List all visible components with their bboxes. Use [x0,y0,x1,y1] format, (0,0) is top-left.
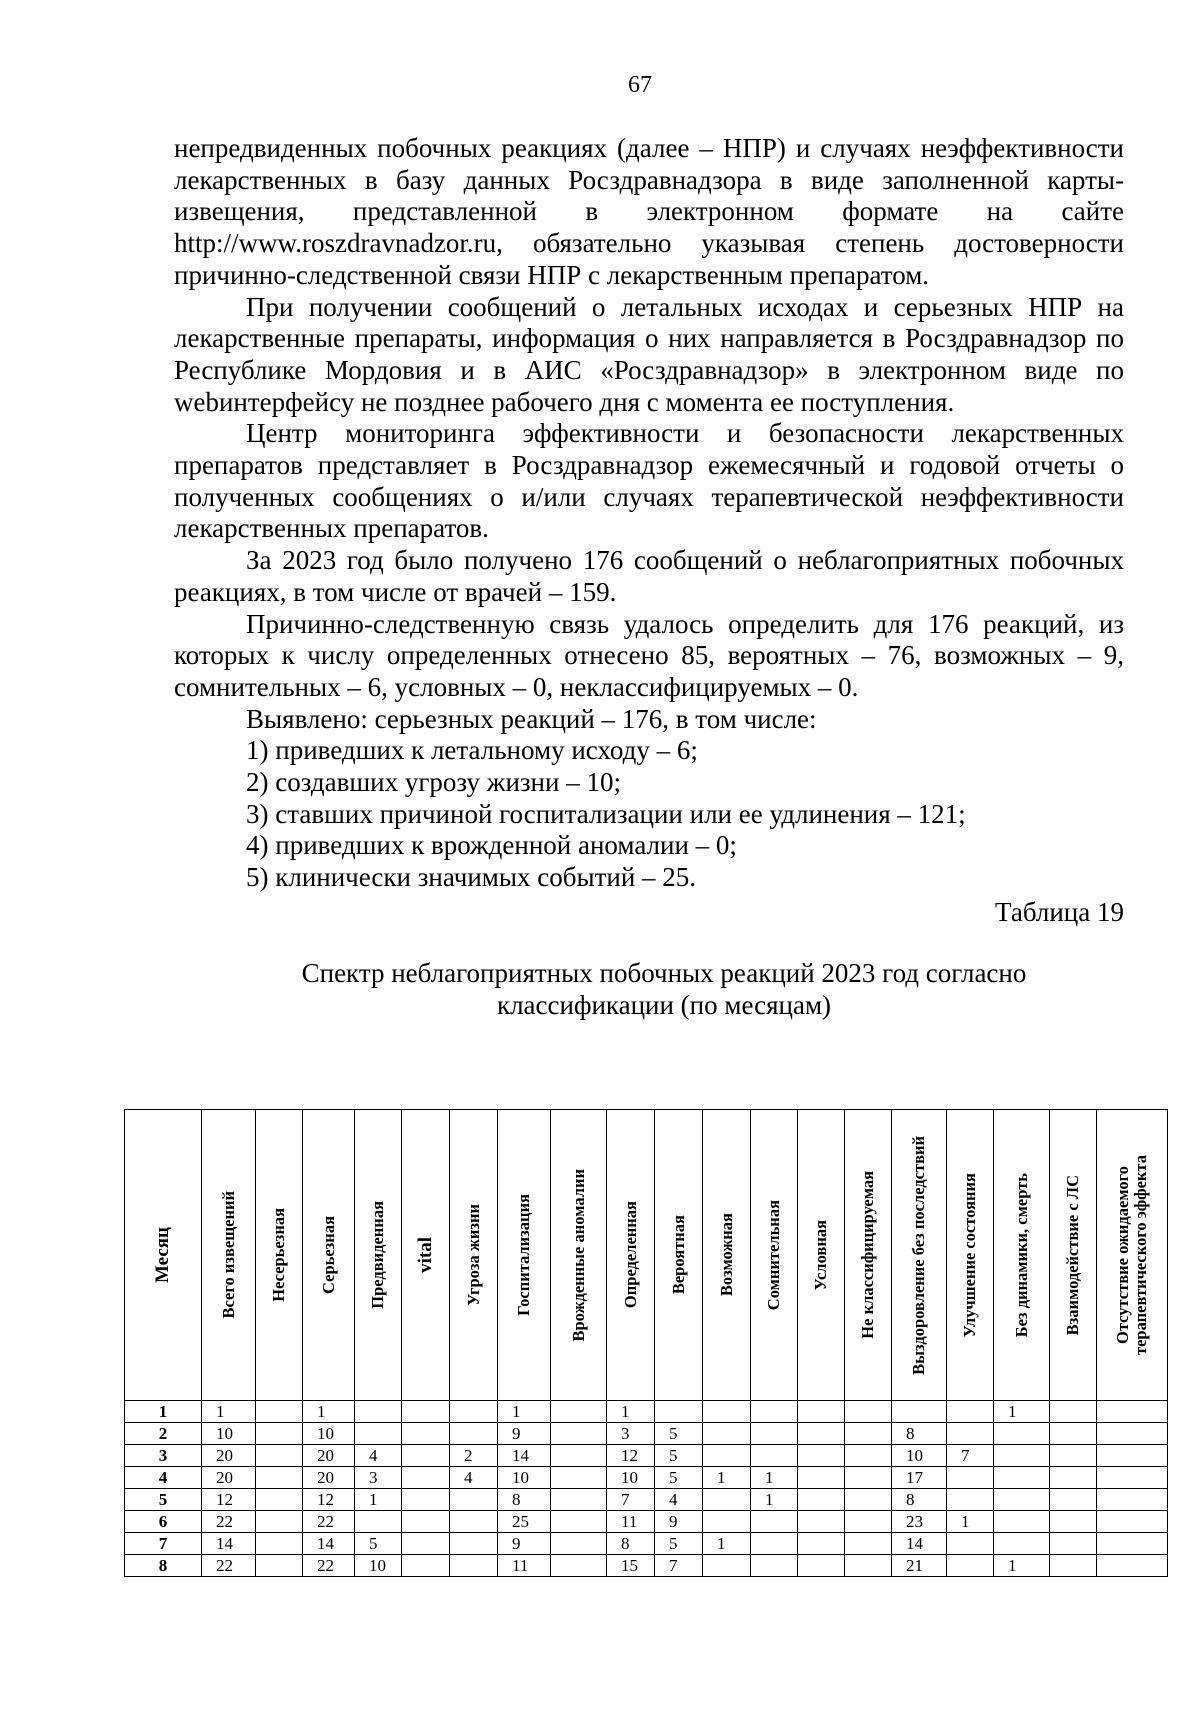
table-cell [256,1533,303,1555]
column-header-nonserious: Несерьезная [256,1110,303,1401]
table-cell: 1 [498,1401,551,1423]
table-cell [256,1401,303,1423]
table-cell [703,1401,751,1423]
table-cell [1050,1445,1097,1467]
table-cell: 25 [498,1511,551,1533]
table-cell [402,1533,450,1555]
list-item: 4) приведших к врожденной аномалии – 0; [246,830,737,861]
table-row [125,1533,1168,1555]
table-cell [798,1555,845,1577]
table-cell [845,1445,892,1467]
table-cell: 8 [892,1489,947,1511]
table-cell: 1 [703,1533,751,1555]
table-title [174,957,1124,1021]
table-row [125,1423,1168,1445]
table-cell [355,1423,402,1445]
table-cell [947,1533,994,1555]
table-cell [402,1511,450,1533]
table-cell: 23 [892,1511,947,1533]
table-cell [947,1555,994,1577]
table-cell [947,1401,994,1423]
table-cell: 22 [202,1511,256,1533]
table-cell [703,1489,751,1511]
table-cell: 22 [303,1511,355,1533]
table-cell [402,1423,450,1445]
list-item: 3) ставших причиной госпитализации или ее удлинения – 121; [246,798,966,829]
table-row [125,1511,1168,1533]
table-cell [551,1445,607,1467]
table-cell [798,1467,845,1489]
table-cell [256,1489,303,1511]
table-cell: 12 [607,1445,655,1467]
table-cell: 14 [202,1533,256,1555]
table-cell: 12 [202,1489,256,1511]
table-cell: 20 [202,1467,256,1489]
table-cell [798,1489,845,1511]
table-cell [1097,1489,1168,1511]
table-cell: 4 [355,1445,402,1467]
table-cell: 7 [655,1555,703,1577]
table-cell: 15 [607,1555,655,1577]
column-header-hospitalization: Госпитализация [498,1110,551,1401]
table-cell [450,1533,498,1555]
table-cell [994,1445,1050,1467]
table-cell: 11 [498,1555,551,1577]
table-cell [355,1401,402,1423]
adverse-reactions-table [124,1109,1168,1577]
table-cell: 8 [892,1423,947,1445]
table-cell [994,1423,1050,1445]
table-cell [1097,1511,1168,1533]
table-header-row [125,1110,1168,1401]
table-cell: 5 [655,1445,703,1467]
table-cell: 4 [655,1489,703,1511]
table-cell [751,1511,798,1533]
table-cell: 11 [607,1511,655,1533]
table-cell: 4 [450,1467,498,1489]
paragraph: непредвиденных побочных реакциях (далее – НПР) и случаях неэффективности лекарственных в базу данных Росздравнадзора в виде заполненной карты-извещения, представленной в электронном формате на сайте http://www.roszdravnadzor.ru, обязательно указывая степень достоверности причинно-следственной связи НПР с лекарственным препаратом. [174,133,1124,290]
table-cell-month: 7 [125,1533,202,1555]
table-cell [845,1467,892,1489]
table-cell: 20 [303,1445,355,1467]
table-cell [1050,1511,1097,1533]
table-cell: 1 [355,1489,402,1511]
table-row [125,1445,1168,1467]
table-cell [798,1511,845,1533]
table-cell [402,1445,450,1467]
table-cell: 1 [994,1401,1050,1423]
table-cell: 22 [303,1555,355,1577]
table-cell [845,1511,892,1533]
list-item: 1) приведших к летальному исходу – 6; [246,735,698,766]
table-cell [256,1445,303,1467]
column-header-possible: Возможная [703,1110,751,1401]
table-row [125,1555,1168,1577]
table-cell: 1 [202,1401,256,1423]
table-cell: 9 [498,1423,551,1445]
table-cell [551,1423,607,1445]
table-row [125,1401,1168,1423]
table-cell [798,1401,845,1423]
table-cell [703,1445,751,1467]
table-cell-month: 6 [125,1511,202,1533]
paragraph: Причинно-следственную связь удалось определить для 176 реакций, из которых к числу определенных отнесено 85, вероятных – 76, возможных – 9, сомнительных – 6, условных – 0, неклассифицируемых – 0. [174,608,1124,702]
table-cell [703,1511,751,1533]
table-cell [798,1533,845,1555]
table-cell [845,1423,892,1445]
table-cell [947,1423,994,1445]
column-header-no-dynamics-death: Без динамики, смерть [994,1110,1050,1401]
table-cell [256,1511,303,1533]
table-cell: 10 [202,1423,256,1445]
column-header-month: Месяц [125,1110,202,1401]
table-cell: 12 [303,1489,355,1511]
paragraph: Выявлено: серьезных реакций – 176, в том числе: [246,703,817,734]
table-cell: 10 [607,1467,655,1489]
table-cell [798,1445,845,1467]
table-cell: 10 [498,1467,551,1489]
table-row [125,1467,1168,1489]
table-cell [551,1489,607,1511]
table-cell: 5 [655,1423,703,1445]
table-cell: 1 [751,1467,798,1489]
table-cell: 8 [607,1533,655,1555]
column-header-probable: Вероятная [655,1110,703,1401]
table-cell [450,1423,498,1445]
table-cell [1097,1445,1168,1467]
column-header-doubtful: Сомнительная [751,1110,798,1401]
table-cell [751,1533,798,1555]
paragraph: При получении сообщений о летальных исходах и серьезных НПР на лекарственные препараты, информация о них направляется в Росздравнадзор по Республике Мордовия и в АИС «Росздравнадзор» в электронном виде по webинтерфейсу не позднее рабочего дня с момента ее поступления. [174,291,1124,417]
table-cell [551,1467,607,1489]
table-cell [402,1401,450,1423]
table-cell [947,1489,994,1511]
column-header-serious: Серьезная [303,1110,355,1401]
table-cell [1050,1467,1097,1489]
table-cell [1097,1533,1168,1555]
column-header-no-therapeutic-effect: Отсутствие ожидаемого терапевтического эффекта [1097,1110,1168,1401]
table-cell [1050,1555,1097,1577]
document-body [174,133,1124,1021]
table-cell: 7 [947,1445,994,1467]
column-header-total: Всего извещений [202,1110,256,1401]
table-cell [551,1511,607,1533]
table-cell: 10 [355,1555,402,1577]
table-cell [845,1489,892,1511]
table-cell-month: 4 [125,1467,202,1489]
table-cell [994,1511,1050,1533]
table-cell: 5 [655,1533,703,1555]
column-header-vital: vital [402,1110,450,1401]
column-header-conditional: Условная [798,1110,845,1401]
column-header-unclassified: Не классифицируемая [845,1110,892,1401]
table-cell [402,1489,450,1511]
table-cell [703,1555,751,1577]
table-cell [450,1511,498,1533]
table-cell [751,1401,798,1423]
table-cell [551,1533,607,1555]
table-cell: 9 [655,1511,703,1533]
column-header-congenital: Врожденные аномалии [551,1110,607,1401]
table-cell: 14 [498,1445,551,1467]
list-item: 5) клинически значимых событий – 25. [246,862,697,893]
table-cell-month: 2 [125,1423,202,1445]
table-cell [402,1555,450,1577]
table-cell: 1 [303,1401,355,1423]
column-header-expected: Предвиденная [355,1110,402,1401]
table-cell [1097,1423,1168,1445]
table-cell: 2 [450,1445,498,1467]
table-cell [994,1467,1050,1489]
table-cell [751,1445,798,1467]
table-cell [355,1511,402,1533]
table-cell [751,1423,798,1445]
table-cell [450,1401,498,1423]
table-cell [551,1555,607,1577]
table-cell [1050,1489,1097,1511]
table-cell: 14 [892,1533,947,1555]
table-cell [402,1467,450,1489]
table-cell-month: 1 [125,1401,202,1423]
table-cell [845,1401,892,1423]
table-cell [994,1489,1050,1511]
table-cell: 3 [355,1467,402,1489]
table-cell: 17 [892,1467,947,1489]
table-cell: 14 [303,1533,355,1555]
table-cell [1097,1555,1168,1577]
paragraph: Центр мониторинга эффективности и безопасности лекарственных препаратов представляет в Росздравнадзор ежемесячный и годовой отчеты о полученных сообщениях о и/или случаях терапевтической неэффективности лекарственных препаратов. [174,418,1124,544]
table-cell: 1 [751,1489,798,1511]
column-header-improvement: Улучшение состояния [947,1110,994,1401]
table-cell: 20 [303,1467,355,1489]
table-cell [256,1467,303,1489]
table-body [125,1401,1168,1577]
table-cell: 20 [202,1445,256,1467]
table-cell [1050,1533,1097,1555]
table-cell [256,1423,303,1445]
page-number: 67 [628,72,652,98]
table-cell: 22 [202,1555,256,1577]
table-title-line: классификации (по месяцам) [496,989,832,1020]
column-header-recovery: Выздоровление без последствий [892,1110,947,1401]
table-cell [994,1533,1050,1555]
table-cell: 1 [947,1511,994,1533]
table-cell: 3 [607,1423,655,1445]
table-cell-month: 5 [125,1489,202,1511]
table-cell: 1 [703,1467,751,1489]
table-cell: 1 [607,1401,655,1423]
table-title-line: Спектр неблагоприятных побочных реакций 2023 год согласно [301,957,1027,988]
paragraph: За 2023 год было получено 176 сообщений о неблагоприятных побочных реакциях, в том числе от врачей – 159. [174,545,1124,607]
table-cell: 9 [498,1533,551,1555]
table-cell [551,1401,607,1423]
table-cell: 5 [355,1533,402,1555]
table-cell [450,1555,498,1577]
table-cell [1050,1401,1097,1423]
list-item: 2) создавших угрозу жизни – 10; [246,767,621,798]
table-cell [947,1467,994,1489]
table-cell [1050,1423,1097,1445]
table-cell: 8 [498,1489,551,1511]
table-cell: 10 [892,1445,947,1467]
table-cell: 7 [607,1489,655,1511]
table-label: Таблица 19 [995,896,1124,927]
column-header-life-threat: Угроза жизни [450,1110,498,1401]
column-header-drug-interaction: Взаимодействие с ЛС [1050,1110,1097,1401]
table-cell-month: 3 [125,1445,202,1467]
column-header-certain: Определенная [607,1110,655,1401]
table-cell [845,1555,892,1577]
table-cell [655,1401,703,1423]
table-cell [1097,1401,1168,1423]
table-cell: 1 [994,1555,1050,1577]
table-cell-month: 8 [125,1555,202,1577]
table-row [125,1489,1168,1511]
table-cell [256,1555,303,1577]
table-cell [1097,1467,1168,1489]
table-cell: 5 [655,1467,703,1489]
table-cell [703,1423,751,1445]
table-cell [751,1555,798,1577]
table-cell [845,1533,892,1555]
table-cell [450,1489,498,1511]
table-cell: 10 [303,1423,355,1445]
table-cell [892,1401,947,1423]
table-cell: 21 [892,1555,947,1577]
table-cell [798,1423,845,1445]
